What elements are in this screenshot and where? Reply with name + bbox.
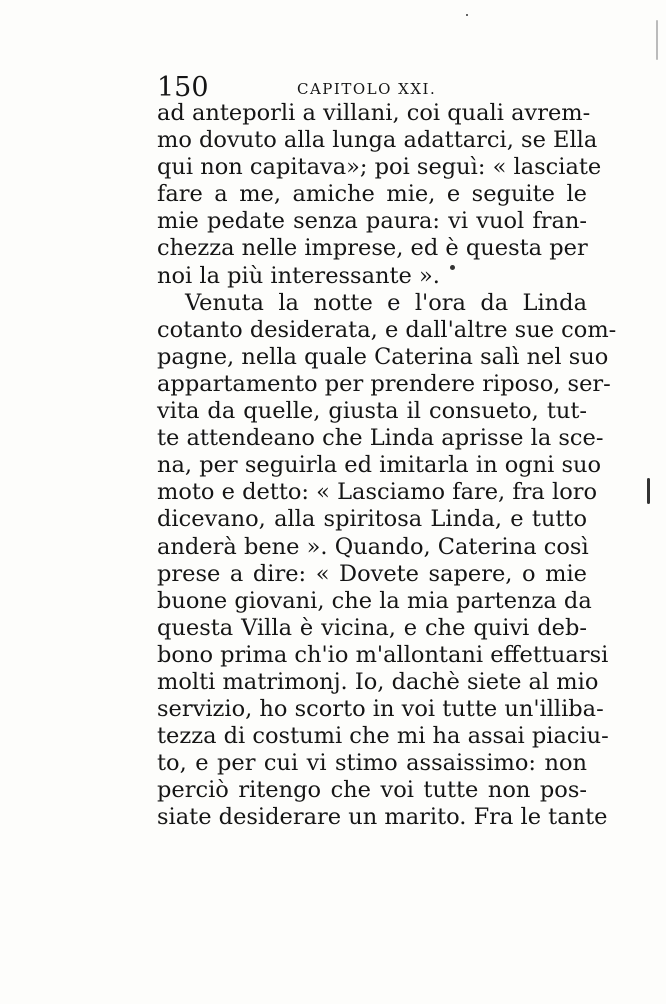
text-line: molti matrimonj. Io, dachè siete al mio [157, 668, 599, 695]
text-line: pagne, nella quale Caterina salì nel suo [157, 343, 609, 370]
ink-speck [656, 20, 658, 60]
text-line: buone giovani, che la mia partenza da [157, 587, 592, 614]
ink-speck [450, 265, 455, 270]
text-line: servizio, ho scorto in voi tutte un'illiba- [157, 696, 604, 723]
text-line: tezza di costumi che mi ha assai piaciu- [157, 723, 609, 750]
text-line: vita da quelle, giusta il consueto, tut- [157, 398, 587, 425]
body-text [157, 100, 617, 832]
text-line: noi la più interessante ». [157, 262, 440, 289]
text-line: moto e detto: « Lasciamo fare, fra loro [157, 479, 598, 506]
text-line: siate desiderare un marito. Fra le tante [157, 804, 608, 831]
running-title: CAPITOLO XXI. [297, 80, 437, 98]
text-line: questa Villa è vicina, e che quivi deb- [157, 614, 587, 641]
ink-speck [647, 478, 650, 504]
page-header [157, 73, 587, 103]
text-line: fare a me, amiche mie, e seguite le [157, 181, 587, 208]
text-line: bono prima ch'io m'allontani effettuarsi [157, 641, 609, 668]
text-line: te attendeano che Linda aprisse la sce- [157, 425, 604, 452]
text-line: Venuta la notte e l'ora da Linda [185, 289, 587, 316]
text-line: anderà bene ». Quando, Caterina così [157, 533, 589, 560]
text-line: mo dovuto alla lunga adattarci, se Ella [157, 127, 598, 154]
text-line: ad anteporli a villani, coi quali avrem- [157, 100, 591, 126]
text-line: perciò ritengo che voi tutte non pos- [157, 777, 587, 804]
text-line: dicevano, alla spiritosa Linda, e tutto [157, 506, 587, 533]
ink-speck [466, 14, 468, 16]
text-line: cotanto desiderata, e dall'altre sue com- [157, 316, 617, 343]
text-line: na, per seguirla ed imitarla in ogni suo [157, 452, 602, 479]
text-line: mie pedate senza paura: vi vuol fran- [157, 208, 587, 235]
text-line: chezza nelle imprese, ed è questa per [157, 235, 588, 262]
text-line: prese a dire: « Dovete sapere, o mie [157, 560, 587, 587]
text-line: appartamento per prendere riposo, ser- [157, 370, 611, 397]
page-number: 150 [157, 72, 209, 103]
text-line: to, e per cui vi stimo assaissimo: non [157, 750, 587, 777]
text-line: qui non capitava»; poi seguì: « lasciate [157, 154, 602, 181]
